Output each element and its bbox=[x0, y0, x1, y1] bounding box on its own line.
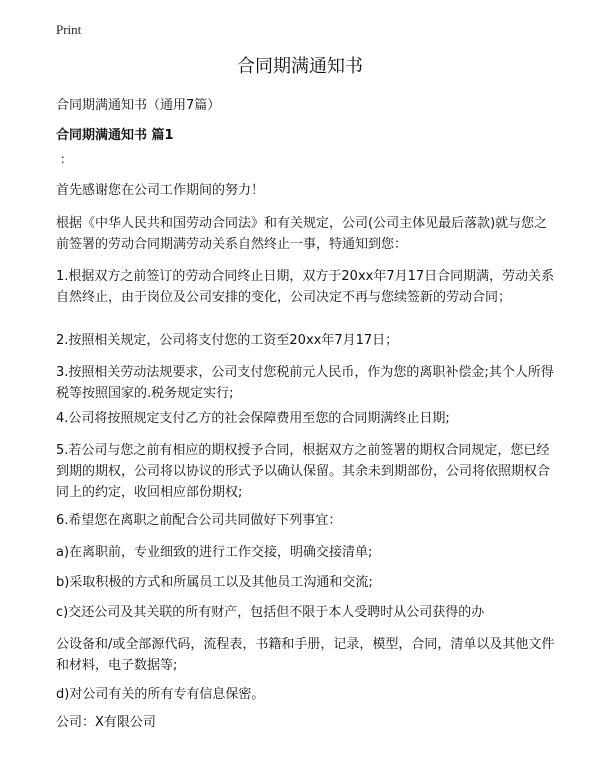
paragraph-item-1: 1.根据双方之前签订的劳动合同终止日期，双方于20xx年7月17日合同期满，劳动关系自然终止，由于岗位及公司安排的变化，公司决定不再与您续签新的劳动合同； bbox=[56, 269, 555, 305]
paragraph-item-6: 6.希望您在离职之前配合公司共同做好下列事宜： bbox=[56, 513, 342, 528]
paragraph-item-5: 5.若公司与您之前有相应的期权授予合同，根据双方之前签署的期权合同规定，您已经到期的期权，公司将以协议的形式予以确认保留。其余未到期部份，公司将依照期权合同上的约定，收回相应部份期权; bbox=[56, 443, 551, 500]
paragraph-item-c-continued: 公设备和/或全部源代码，流程表，书籍和手册，记录，模型，合同，清单以及其他文件和材料，电子数据等; bbox=[56, 637, 555, 673]
paragraph-intro: 根据《中华人民共和国劳动合同法》和有关规定，公司(公司主体见最后落款)就与您之前签署的劳动合同期满劳动关系自然终止一事，特通知到您： bbox=[56, 216, 548, 252]
paragraph-item-c: c)交还公司及其关联的所有财产，包括但不限于本人受聘时从公司获得的办 bbox=[56, 605, 485, 620]
paragraph-item-d: d)对公司有关的所有专有信息保密。 bbox=[56, 687, 265, 702]
paragraph-item-2: 2.按照相关规定，公司将支付您的工资至20xx年7月17日； bbox=[56, 333, 399, 348]
document-title: 合同期满通知书 bbox=[237, 56, 363, 77]
paragraph-thanks: 首先感谢您在公司工作期间的努力！ bbox=[56, 183, 265, 198]
separator-mark: ： bbox=[60, 152, 73, 166]
paragraph-item-a: a)在离职前，专业细致的进行工作交接，明确交接清单; bbox=[56, 545, 373, 560]
print-label: Print bbox=[56, 22, 82, 37]
paragraph-item-b: b)采取积极的方式和所属员工以及其他员工沟通和交流; bbox=[56, 575, 373, 590]
paragraph-item-3: 3.按照相关劳动法规要求，公司支付您税前元人民币，作为您的离职补偿金;其个人所得税等按照国家的.税务规定实行; bbox=[56, 365, 554, 401]
company-signature: 公司：X有限公司 bbox=[56, 715, 156, 730]
paragraph-item-4: 4.公司将按照规定支付乙方的社会保障费用至您的合同期满终止日期; bbox=[56, 411, 450, 426]
section-heading: 合同期满通知书 篇1 bbox=[56, 128, 174, 143]
document-subtitle: 合同期满通知书（通用7篇） bbox=[56, 98, 221, 113]
